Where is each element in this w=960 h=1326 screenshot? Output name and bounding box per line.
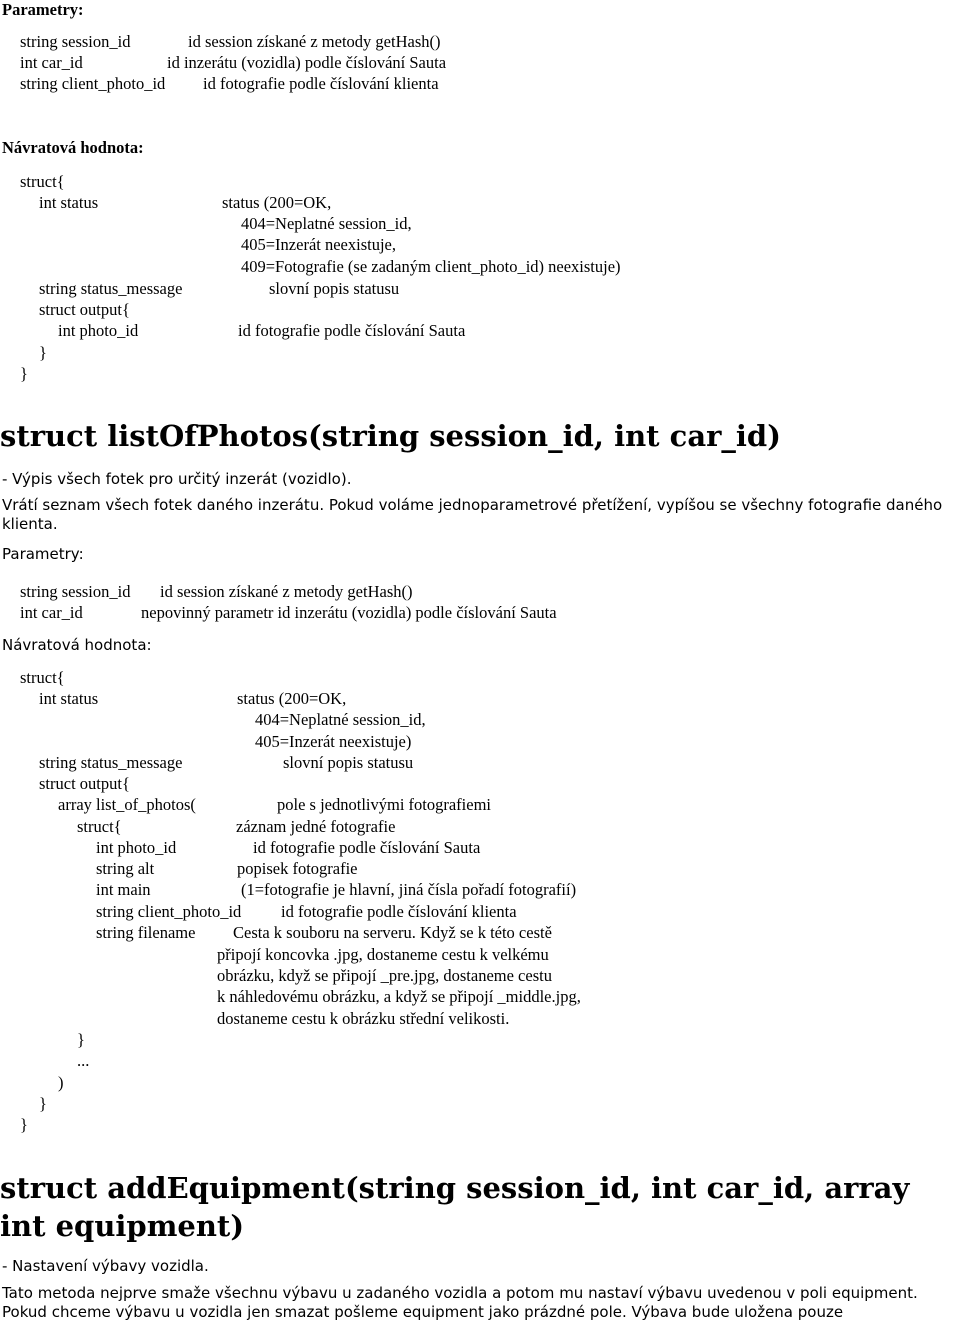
return-heading: Návratová hodnota:	[2, 138, 144, 157]
field-desc: id fotografie podle číslování Sauta	[253, 838, 481, 857]
field-name: int photo_id	[96, 838, 177, 857]
field-desc: slovní popis statusu	[269, 279, 400, 298]
field-desc: pole s jednotlivými fotografiemi	[277, 795, 492, 814]
params-heading: Parametry:	[2, 0, 84, 19]
field-name: string client_photo_id	[96, 902, 242, 921]
brace-close: }	[20, 364, 28, 383]
param-name: string session_id	[20, 32, 131, 51]
brace-close: }	[39, 1094, 47, 1113]
param-name: int car_id	[20, 53, 83, 72]
field-desc: 404=Neplatné session_id,	[255, 710, 426, 729]
method-summary: - Výpis všech fotek pro určitý inzerát (vozidlo).	[2, 470, 352, 488]
method-description: Tato metoda nejprve smaže všechnu výbavu u zadaného vozidla a potom mu nastaví výbavu uvedenou v poli equipment. Pokud chceme výbavu u vozidla jen smazat pošleme equipment jako prázdné pole. Výbava bude uložena pouze	[2, 1284, 918, 1321]
field-name: string alt	[96, 859, 155, 878]
field-desc: status (200=OK,	[222, 193, 332, 212]
field-desc: k náhledovému obrázku, a když se připojí _middle.jpg,	[217, 987, 581, 1006]
param-desc: id session získané z metody getHash()	[160, 582, 413, 601]
field-desc: id fotografie podle číslování Sauta	[238, 321, 466, 340]
field-name: int main	[96, 880, 151, 899]
method-summary: - Nastavení výbavy vozidla.	[2, 1257, 209, 1275]
field-desc: připojí koncovka .jpg, dostaneme cestu k velkému	[217, 945, 549, 964]
struct-open: struct{	[20, 668, 65, 687]
struct-open: struct{	[20, 172, 65, 191]
inner-struct-open: struct{	[77, 817, 122, 836]
struct-output-open: struct output{	[39, 300, 130, 319]
field-name: int photo_id	[58, 321, 139, 340]
field-desc: status (200=OK,	[237, 689, 347, 708]
return-heading: Návratová hodnota:	[2, 636, 152, 654]
field-desc: 404=Neplatné session_id,	[241, 214, 412, 233]
brace-close: }	[39, 343, 47, 362]
field-desc: dostaneme cestu k obrázku střední velikosti.	[217, 1009, 510, 1028]
struct-output-open: struct output{	[39, 774, 130, 793]
field-desc: slovní popis statusu	[283, 753, 414, 772]
field-desc: obrázku, když se připojí _pre.jpg, dostaneme cestu	[217, 966, 552, 985]
field-name: int status	[39, 689, 99, 708]
method-title: struct addEquipment(string session_id, int car_id, array int equipment)	[0, 1171, 910, 1243]
ellipsis: ...	[77, 1051, 90, 1070]
brace-close: }	[77, 1030, 85, 1049]
param-name: string session_id	[20, 582, 131, 601]
field-desc: 405=Inzerát neexistuje)	[255, 732, 412, 751]
field-desc: Cesta k souboru na serveru. Když se k této cestě	[233, 923, 552, 942]
param-desc: id fotografie podle číslování klienta	[203, 74, 439, 93]
param-name: string client_photo_id	[20, 74, 166, 93]
field-name: string status_message	[39, 279, 183, 298]
param-desc: id session získané z metody getHash()	[188, 32, 441, 51]
param-desc: id inzerátu (vozidla) podle číslování Sauta	[167, 53, 447, 72]
field-name: int status	[39, 193, 99, 212]
field-name: array list_of_photos(	[58, 795, 196, 814]
method-title: struct listOfPhotos(string session_id, int car_id)	[0, 419, 781, 453]
field-desc: 405=Inzerát neexistuje,	[241, 235, 396, 254]
field-desc: 409=Fotografie (se zadaným client_photo_id) neexistuje)	[241, 257, 621, 276]
param-name: int car_id	[20, 603, 83, 622]
field-desc: záznam jedné fotografie	[236, 817, 396, 836]
field-desc: id fotografie podle číslování klienta	[281, 902, 517, 921]
paren-close: )	[58, 1073, 64, 1092]
brace-close: }	[20, 1115, 28, 1134]
params-heading: Parametry:	[2, 545, 84, 563]
field-name: string filename	[96, 923, 196, 942]
param-desc: nepovinný parametr id inzerátu (vozidla) podle číslování Sauta	[141, 603, 557, 622]
field-desc: (1=fotografie je hlavní, jiná čísla pořadí fotografií)	[241, 880, 577, 899]
field-name: string status_message	[39, 753, 183, 772]
method-description: Vrátí seznam všech fotek daného inzerátu. Pokud voláme jednoparametrové přetížení, vypíšou se všechny fotografie daného klienta.	[2, 496, 943, 533]
field-desc: popisek fotografie	[237, 859, 358, 878]
